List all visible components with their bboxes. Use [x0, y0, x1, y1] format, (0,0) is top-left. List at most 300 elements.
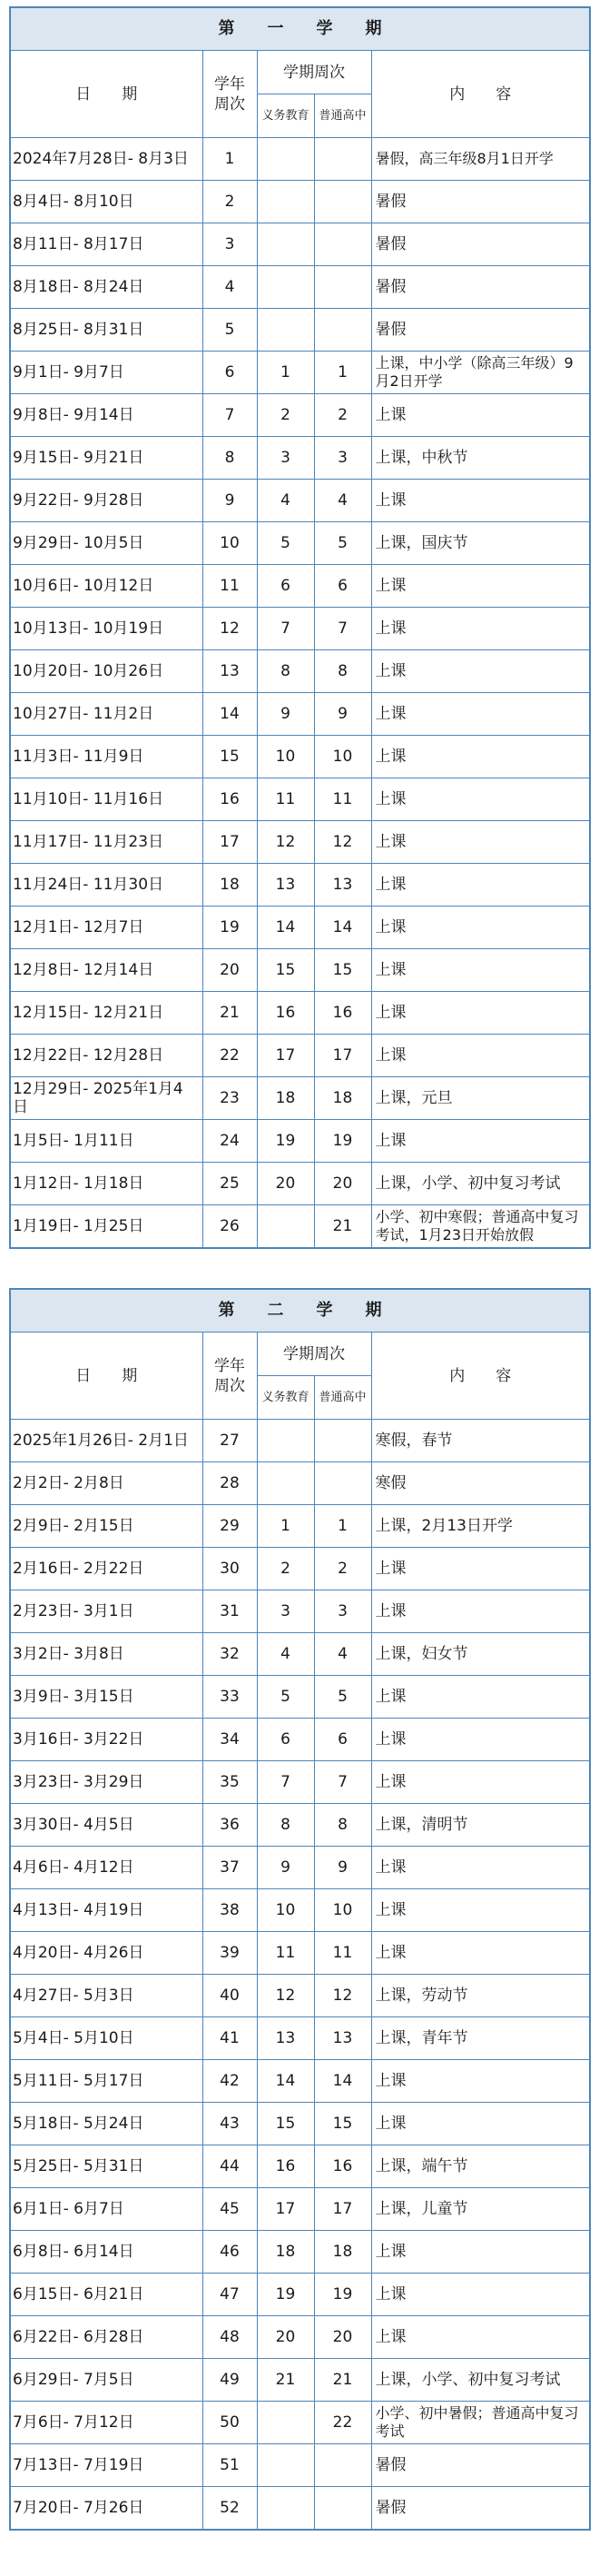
date-cell: 10月27日- 11月2日 — [10, 693, 202, 736]
content-cell: 暑假 — [371, 2487, 590, 2531]
compulsory-week-cell — [257, 2402, 314, 2444]
compulsory-week-cell: 10 — [257, 736, 314, 778]
school-week-cell: 35 — [202, 1761, 257, 1804]
compulsory-week-cell: 16 — [257, 2145, 314, 2188]
semester-2-rows — [10, 1420, 590, 2531]
compulsory-week-cell: 5 — [257, 1676, 314, 1719]
table-row — [10, 2274, 590, 2316]
date-cell: 12月8日- 12月14日 — [10, 949, 202, 992]
semester-2-table — [9, 1288, 591, 2531]
school-week-cell: 4 — [202, 266, 257, 309]
school-week-cell: 6 — [202, 352, 257, 394]
table-row — [10, 2060, 590, 2103]
date-cell: 9月8日- 9月14日 — [10, 394, 202, 437]
table-row — [10, 608, 590, 650]
date-cell: 2月9日- 2月15日 — [10, 1505, 202, 1548]
date-cell: 6月8日- 6月14日 — [10, 2231, 202, 2274]
header-compulsory: 义务教育 — [257, 1376, 314, 1420]
high-school-week-cell — [314, 309, 371, 352]
content-cell: 上课，国庆节 — [371, 522, 590, 565]
date-cell: 8月25日- 8月31日 — [10, 309, 202, 352]
table-row — [10, 2359, 590, 2402]
date-cell: 3月30日- 4月5日 — [10, 1804, 202, 1847]
school-week-cell: 30 — [202, 1548, 257, 1590]
school-week-cell: 13 — [202, 650, 257, 693]
semester-1-title: 第 一 学 期 — [10, 7, 590, 51]
content-cell: 上课 — [371, 1035, 590, 1077]
table-row — [10, 2231, 590, 2274]
content-cell: 寒假 — [371, 1462, 590, 1505]
compulsory-week-cell: 2 — [257, 394, 314, 437]
date-cell: 1月5日- 1月11日 — [10, 1120, 202, 1163]
date-cell: 4月27日- 5月3日 — [10, 1975, 202, 2017]
content-cell: 上课，青年节 — [371, 2017, 590, 2060]
high-school-week-cell: 19 — [314, 1120, 371, 1163]
school-week-cell: 51 — [202, 2444, 257, 2487]
date-cell: 4月20日- 4月26日 — [10, 1932, 202, 1975]
high-school-week-cell: 4 — [314, 1633, 371, 1676]
school-week-cell: 23 — [202, 1077, 257, 1120]
school-week-cell: 2 — [202, 181, 257, 223]
content-cell: 上课，2月13日开学 — [371, 1505, 590, 1548]
school-week-cell: 47 — [202, 2274, 257, 2316]
content-cell: 上课 — [371, 2231, 590, 2274]
table-row — [10, 949, 590, 992]
high-school-week-cell: 15 — [314, 949, 371, 992]
date-cell: 3月16日- 3月22日 — [10, 1719, 202, 1761]
compulsory-week-cell: 14 — [257, 2060, 314, 2103]
date-cell: 7月13日- 7月19日 — [10, 2444, 202, 2487]
content-cell: 上课 — [371, 565, 590, 608]
date-cell: 5月25日- 5月31日 — [10, 2145, 202, 2188]
high-school-week-cell: 7 — [314, 1761, 371, 1804]
school-week-cell: 45 — [202, 2188, 257, 2231]
school-week-cell: 10 — [202, 522, 257, 565]
table-row — [10, 2103, 590, 2145]
high-school-week-cell: 2 — [314, 394, 371, 437]
content-cell: 上课，端午节 — [371, 2145, 590, 2188]
compulsory-week-cell: 10 — [257, 1889, 314, 1932]
school-week-cell: 5 — [202, 309, 257, 352]
header-school-week: 学年 周次 — [202, 1333, 257, 1420]
semester-2-table-wrap — [9, 1288, 589, 2531]
content-cell: 上课 — [371, 2274, 590, 2316]
date-cell: 9月29日- 10月5日 — [10, 522, 202, 565]
content-cell: 暑假 — [371, 309, 590, 352]
compulsory-week-cell: 12 — [257, 1975, 314, 2017]
date-cell: 6月1日- 6月7日 — [10, 2188, 202, 2231]
content-cell: 上课 — [371, 949, 590, 992]
content-cell: 小学、初中暑假；普通高中复习考试 — [371, 2402, 590, 2444]
table-row — [10, 1847, 590, 1889]
content-cell: 上课，清明节 — [371, 1804, 590, 1847]
date-cell: 10月13日- 10月19日 — [10, 608, 202, 650]
date-cell: 9月1日- 9月7日 — [10, 352, 202, 394]
date-cell: 1月12日- 1月18日 — [10, 1163, 202, 1205]
table-row — [10, 437, 590, 480]
semester-1-table-wrap — [9, 6, 589, 1249]
school-week-cell: 36 — [202, 1804, 257, 1847]
date-cell: 12月29日- 2025年1月4日 — [10, 1077, 202, 1120]
compulsory-week-cell: 4 — [257, 480, 314, 522]
header-date: 日 期 — [10, 51, 202, 138]
date-cell: 4月13日- 4月19日 — [10, 1889, 202, 1932]
content-cell: 上课 — [371, 480, 590, 522]
content-cell: 暑假，高三年级8月1日开学 — [371, 138, 590, 181]
table-row — [10, 1120, 590, 1163]
content-cell: 寒假，春节 — [371, 1420, 590, 1462]
school-week-cell: 14 — [202, 693, 257, 736]
date-cell: 9月22日- 9月28日 — [10, 480, 202, 522]
high-school-week-cell: 11 — [314, 1932, 371, 1975]
high-school-week-cell: 20 — [314, 2316, 371, 2359]
compulsory-week-cell: 3 — [257, 1590, 314, 1633]
table-row — [10, 778, 590, 821]
high-school-week-cell: 18 — [314, 1077, 371, 1120]
table-row — [10, 1676, 590, 1719]
table-row — [10, 2017, 590, 2060]
school-week-cell: 40 — [202, 1975, 257, 2017]
compulsory-week-cell: 9 — [257, 1847, 314, 1889]
school-week-cell: 8 — [202, 437, 257, 480]
header-high-school: 普通高中 — [314, 1376, 371, 1420]
compulsory-week-cell — [257, 2444, 314, 2487]
table-row — [10, 2487, 590, 2531]
date-cell: 3月9日- 3月15日 — [10, 1676, 202, 1719]
high-school-week-cell: 6 — [314, 1719, 371, 1761]
school-week-cell: 27 — [202, 1420, 257, 1462]
header-compulsory: 义务教育 — [257, 94, 314, 138]
high-school-week-cell — [314, 2444, 371, 2487]
compulsory-week-cell: 15 — [257, 2103, 314, 2145]
compulsory-week-cell: 1 — [257, 352, 314, 394]
content-cell: 上课 — [371, 1847, 590, 1889]
content-cell: 上课，小学、初中复习考试 — [371, 1163, 590, 1205]
content-cell: 上课 — [371, 1761, 590, 1804]
school-week-cell: 44 — [202, 2145, 257, 2188]
high-school-week-cell: 20 — [314, 1163, 371, 1205]
high-school-week-cell: 8 — [314, 650, 371, 693]
high-school-week-cell: 19 — [314, 2274, 371, 2316]
school-week-cell: 21 — [202, 992, 257, 1035]
compulsory-week-cell: 8 — [257, 650, 314, 693]
table-row — [10, 1163, 590, 1205]
content-cell: 上课 — [371, 907, 590, 949]
content-cell: 上课 — [371, 608, 590, 650]
high-school-week-cell: 22 — [314, 2402, 371, 2444]
table-row — [10, 650, 590, 693]
content-cell: 上课 — [371, 1548, 590, 1590]
high-school-week-cell: 17 — [314, 1035, 371, 1077]
school-week-cell: 39 — [202, 1932, 257, 1975]
table-row — [10, 1804, 590, 1847]
header-term-week: 学期周次 — [257, 51, 371, 94]
school-week-cell: 12 — [202, 608, 257, 650]
table-row — [10, 1761, 590, 1804]
compulsory-week-cell — [257, 266, 314, 309]
content-cell: 上课 — [371, 1889, 590, 1932]
content-cell: 上课，儿童节 — [371, 2188, 590, 2231]
date-cell: 6月22日- 6月28日 — [10, 2316, 202, 2359]
compulsory-week-cell — [257, 1462, 314, 1505]
table-row — [10, 565, 590, 608]
date-cell: 8月11日- 8月17日 — [10, 223, 202, 266]
table-row — [10, 480, 590, 522]
header-content: 内 容 — [371, 1333, 590, 1420]
school-week-cell: 20 — [202, 949, 257, 992]
compulsory-week-cell: 13 — [257, 864, 314, 907]
table-row — [10, 1205, 590, 1249]
compulsory-week-cell — [257, 1205, 314, 1249]
school-week-cell: 17 — [202, 821, 257, 864]
compulsory-week-cell: 6 — [257, 565, 314, 608]
table-row — [10, 1505, 590, 1548]
high-school-week-cell — [314, 138, 371, 181]
content-cell: 上课 — [371, 736, 590, 778]
date-cell: 6月29日- 7月5日 — [10, 2359, 202, 2402]
header-term-week: 学期周次 — [257, 1333, 371, 1376]
school-week-cell: 34 — [202, 1719, 257, 1761]
school-week-cell: 28 — [202, 1462, 257, 1505]
date-cell: 5月18日- 5月24日 — [10, 2103, 202, 2145]
date-cell: 11月3日- 11月9日 — [10, 736, 202, 778]
content-cell: 上课 — [371, 2316, 590, 2359]
compulsory-week-cell — [257, 181, 314, 223]
high-school-week-cell: 21 — [314, 1205, 371, 1249]
table-row — [10, 1975, 590, 2017]
date-cell: 2月23日- 3月1日 — [10, 1590, 202, 1633]
compulsory-week-cell — [257, 138, 314, 181]
school-week-cell: 15 — [202, 736, 257, 778]
high-school-week-cell: 17 — [314, 2188, 371, 2231]
compulsory-week-cell: 7 — [257, 1761, 314, 1804]
date-cell: 2024年7月28日- 8月3日 — [10, 138, 202, 181]
compulsory-week-cell — [257, 223, 314, 266]
school-week-cell: 18 — [202, 864, 257, 907]
date-cell: 5月4日- 5月10日 — [10, 2017, 202, 2060]
date-cell: 7月6日- 7月12日 — [10, 2402, 202, 2444]
high-school-week-cell — [314, 2487, 371, 2531]
school-week-cell: 42 — [202, 2060, 257, 2103]
compulsory-week-cell: 19 — [257, 2274, 314, 2316]
content-cell: 上课 — [371, 864, 590, 907]
date-cell: 2月16日- 2月22日 — [10, 1548, 202, 1590]
date-cell: 9月15日- 9月21日 — [10, 437, 202, 480]
table-row — [10, 394, 590, 437]
compulsory-week-cell: 2 — [257, 1548, 314, 1590]
table-row — [10, 992, 590, 1035]
content-cell: 暑假 — [371, 223, 590, 266]
content-cell: 上课 — [371, 2060, 590, 2103]
table-row — [10, 2316, 590, 2359]
compulsory-week-cell: 18 — [257, 2231, 314, 2274]
compulsory-week-cell: 5 — [257, 522, 314, 565]
compulsory-week-cell: 20 — [257, 2316, 314, 2359]
high-school-week-cell: 18 — [314, 2231, 371, 2274]
high-school-week-cell: 5 — [314, 522, 371, 565]
table-row — [10, 522, 590, 565]
content-cell: 上课 — [371, 1590, 590, 1633]
content-cell: 上课，妇女节 — [371, 1633, 590, 1676]
date-cell: 12月15日- 12月21日 — [10, 992, 202, 1035]
compulsory-week-cell — [257, 309, 314, 352]
table-row — [10, 1548, 590, 1590]
content-cell: 上课 — [371, 778, 590, 821]
content-cell: 小学、初中寒假；普通高中复习考试，1月23日开始放假 — [371, 1205, 590, 1249]
content-cell: 上课 — [371, 1676, 590, 1719]
content-cell: 上课，劳动节 — [371, 1975, 590, 2017]
table-row — [10, 1932, 590, 1975]
content-cell: 上课 — [371, 1120, 590, 1163]
high-school-week-cell: 14 — [314, 2060, 371, 2103]
high-school-week-cell — [314, 223, 371, 266]
school-week-cell: 37 — [202, 1847, 257, 1889]
date-cell: 1月19日- 1月25日 — [10, 1205, 202, 1249]
content-cell: 上课，小学、初中复习考试 — [371, 2359, 590, 2402]
school-week-cell: 16 — [202, 778, 257, 821]
table-row — [10, 309, 590, 352]
content-cell: 上课 — [371, 1719, 590, 1761]
table-row — [10, 2402, 590, 2444]
date-cell: 7月20日- 7月26日 — [10, 2487, 202, 2531]
school-week-cell: 1 — [202, 138, 257, 181]
table-row — [10, 821, 590, 864]
semester-1-table — [9, 6, 591, 1249]
table-row — [10, 2188, 590, 2231]
high-school-week-cell: 10 — [314, 736, 371, 778]
compulsory-week-cell: 20 — [257, 1163, 314, 1205]
school-week-cell: 41 — [202, 2017, 257, 2060]
header-date: 日 期 — [10, 1333, 202, 1420]
date-cell: 8月18日- 8月24日 — [10, 266, 202, 309]
school-week-cell: 33 — [202, 1676, 257, 1719]
high-school-week-cell: 3 — [314, 1590, 371, 1633]
semester-2-title: 第 二 学 期 — [10, 1289, 590, 1333]
content-cell: 上课 — [371, 821, 590, 864]
content-cell: 上课，中小学（除高三年级）9月2日开学 — [371, 352, 590, 394]
school-week-cell: 22 — [202, 1035, 257, 1077]
date-cell: 3月2日- 3月8日 — [10, 1633, 202, 1676]
school-week-cell: 31 — [202, 1590, 257, 1633]
school-week-cell: 11 — [202, 565, 257, 608]
date-cell: 11月24日- 11月30日 — [10, 864, 202, 907]
date-cell: 11月10日- 11月16日 — [10, 778, 202, 821]
content-cell: 上课 — [371, 693, 590, 736]
school-week-cell: 46 — [202, 2231, 257, 2274]
compulsory-week-cell: 17 — [257, 1035, 314, 1077]
school-week-cell: 25 — [202, 1163, 257, 1205]
high-school-week-cell: 15 — [314, 2103, 371, 2145]
header-content: 内 容 — [371, 51, 590, 138]
high-school-week-cell — [314, 1420, 371, 1462]
school-week-cell: 7 — [202, 394, 257, 437]
high-school-week-cell: 12 — [314, 821, 371, 864]
high-school-week-cell: 16 — [314, 992, 371, 1035]
high-school-week-cell — [314, 181, 371, 223]
date-cell: 12月1日- 12月7日 — [10, 907, 202, 949]
high-school-week-cell: 9 — [314, 693, 371, 736]
table-row — [10, 1462, 590, 1505]
high-school-week-cell: 16 — [314, 2145, 371, 2188]
compulsory-week-cell: 19 — [257, 1120, 314, 1163]
content-cell: 上课 — [371, 992, 590, 1035]
school-week-cell: 52 — [202, 2487, 257, 2531]
school-week-cell: 26 — [202, 1205, 257, 1249]
content-cell: 暑假 — [371, 2444, 590, 2487]
table-row — [10, 138, 590, 181]
table-row — [10, 1590, 590, 1633]
compulsory-week-cell: 8 — [257, 1804, 314, 1847]
high-school-week-cell: 14 — [314, 907, 371, 949]
high-school-week-cell: 13 — [314, 864, 371, 907]
compulsory-week-cell: 14 — [257, 907, 314, 949]
high-school-week-cell: 8 — [314, 1804, 371, 1847]
school-week-cell: 32 — [202, 1633, 257, 1676]
high-school-week-cell: 12 — [314, 1975, 371, 2017]
school-week-cell: 19 — [202, 907, 257, 949]
table-row — [10, 736, 590, 778]
school-week-cell: 43 — [202, 2103, 257, 2145]
high-school-week-cell: 3 — [314, 437, 371, 480]
content-cell: 暑假 — [371, 266, 590, 309]
high-school-week-cell: 10 — [314, 1889, 371, 1932]
date-cell: 12月22日- 12月28日 — [10, 1035, 202, 1077]
compulsory-week-cell: 13 — [257, 2017, 314, 2060]
table-row — [10, 2444, 590, 2487]
high-school-week-cell — [314, 266, 371, 309]
date-cell: 3月23日- 3月29日 — [10, 1761, 202, 1804]
date-cell: 2025年1月26日- 2月1日 — [10, 1420, 202, 1462]
date-cell: 4月6日- 4月12日 — [10, 1847, 202, 1889]
date-cell: 6月15日- 6月21日 — [10, 2274, 202, 2316]
content-cell: 上课 — [371, 1932, 590, 1975]
high-school-week-cell: 1 — [314, 1505, 371, 1548]
content-cell: 上课 — [371, 394, 590, 437]
content-cell: 上课 — [371, 650, 590, 693]
high-school-week-cell: 4 — [314, 480, 371, 522]
header-school-week: 学年 周次 — [202, 51, 257, 138]
date-cell: 5月11日- 5月17日 — [10, 2060, 202, 2103]
high-school-week-cell: 11 — [314, 778, 371, 821]
school-week-cell: 24 — [202, 1120, 257, 1163]
high-school-week-cell: 9 — [314, 1847, 371, 1889]
table-row — [10, 864, 590, 907]
table-row — [10, 1633, 590, 1676]
compulsory-week-cell: 15 — [257, 949, 314, 992]
high-school-week-cell — [314, 1462, 371, 1505]
high-school-week-cell: 13 — [314, 2017, 371, 2060]
compulsory-week-cell: 1 — [257, 1505, 314, 1548]
table-row — [10, 1035, 590, 1077]
school-week-cell: 38 — [202, 1889, 257, 1932]
high-school-week-cell: 5 — [314, 1676, 371, 1719]
compulsory-week-cell: 3 — [257, 437, 314, 480]
table-row — [10, 266, 590, 309]
high-school-week-cell: 6 — [314, 565, 371, 608]
semester-1-rows — [10, 138, 590, 1249]
table-row — [10, 1077, 590, 1120]
table-row — [10, 352, 590, 394]
table-row — [10, 1889, 590, 1932]
school-week-cell: 50 — [202, 2402, 257, 2444]
high-school-week-cell: 21 — [314, 2359, 371, 2402]
high-school-week-cell: 1 — [314, 352, 371, 394]
compulsory-week-cell: 18 — [257, 1077, 314, 1120]
school-week-cell: 49 — [202, 2359, 257, 2402]
compulsory-week-cell: 17 — [257, 2188, 314, 2231]
high-school-week-cell: 7 — [314, 608, 371, 650]
compulsory-week-cell: 4 — [257, 1633, 314, 1676]
